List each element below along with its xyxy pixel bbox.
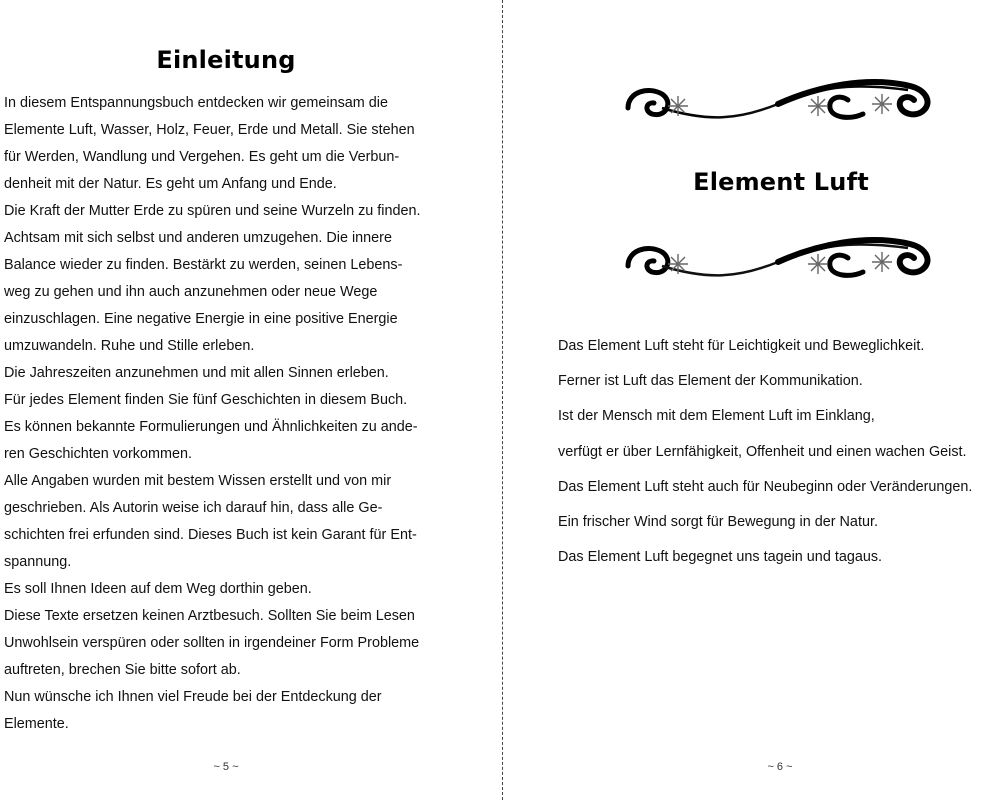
text-line: Ferner ist Luft das Element der Kommunikation. — [558, 373, 863, 390]
text-line: Elemente. — [4, 716, 69, 732]
swirl-ornament-icon — [618, 232, 934, 288]
text-line: Für jedes Element finden Sie fünf Geschichten in diesem Buch. — [4, 392, 408, 408]
text-line: Balance wieder zu finden. Bestärkt zu werden, seinen Lebens- — [4, 257, 403, 273]
text-line: verfügt er über Lernfähigkeit, Offenheit und einen wachen Geist. — [558, 443, 967, 460]
page-divider — [502, 0, 503, 800]
text-line: Das Element Luft steht auch für Neubeginn oder Veränderungen. — [558, 478, 973, 495]
text-line: Ist der Mensch mit dem Element Luft im Einklang, — [558, 408, 875, 425]
text-line: Das Element Luft steht für Leichtigkeit und Beweglichkeit. — [558, 338, 925, 354]
right-page — [506, 0, 1000, 800]
text-line: Nun wünsche ich Ihnen viel Freude bei der Entdeckung der — [4, 689, 382, 705]
text-line: ren Geschichten vorkommen. — [4, 446, 192, 462]
text-line: umzuwandeln. Ruhe und Stille erleben. — [4, 338, 255, 354]
text-line: Elemente Luft, Wasser, Holz, Feuer, Erde und Metall. Sie stehen — [4, 122, 415, 138]
luft-text — [558, 334, 1000, 580]
text-line: Es soll Ihnen Ideen auf dem Weg dorthin geben. — [4, 581, 312, 597]
text-line: In diesem Entspannungsbuch entdecken wir gemeinsam die — [4, 95, 388, 111]
text-line: auftreten, brechen Sie bitte sofort ab. — [4, 662, 241, 678]
page-number-left: ~ 5 ~ — [213, 761, 239, 773]
text-line: spannung. — [4, 554, 72, 570]
page-title-einleitung: Einleitung — [156, 46, 296, 74]
text-line: Ein frischer Wind sorgt für Bewegung in der Natur. — [558, 513, 878, 530]
intro-text — [4, 90, 464, 738]
text-line: geschrieben. Als Autorin weise ich darauf hin, dass alle Ge- — [4, 500, 383, 516]
page-title-element-luft: Element Luft — [693, 168, 869, 196]
text-line: Alle Angaben wurden mit bestem Wissen erstellt und von mir — [4, 473, 392, 489]
swirl-ornament-icon — [618, 74, 934, 130]
text-line: Die Kraft der Mutter Erde zu spüren und seine Wurzeln zu finden. — [4, 203, 421, 219]
text-line: für Werden, Wandlung und Vergehen. Es geht um die Verbun- — [4, 149, 400, 165]
text-line: Das Element Luft begegnet uns tagein und tagaus. — [558, 549, 883, 566]
text-line: Es können bekannte Formulierungen und Ähnlichkeiten zu ande- — [4, 419, 418, 435]
text-line: einzuschlagen. Eine negative Energie in eine positive Energie — [4, 311, 398, 327]
text-line: weg zu gehen und ihn auch anzunehmen oder neue Wege — [4, 284, 378, 300]
text-line: Achtsam mit sich selbst und anderen umzugehen. Die innere — [4, 230, 392, 246]
text-line: schichten frei erfunden sind. Dieses Buch ist kein Garant für Ent- — [4, 527, 417, 543]
page-number-right: ~ 6 ~ — [767, 761, 793, 773]
text-line: Die Jahreszeiten anzunehmen und mit allen Sinnen erleben. — [4, 365, 389, 381]
text-line: Diese Texte ersetzen keinen Arztbesuch. Sollten Sie beim Lesen — [4, 608, 415, 624]
text-line: Unwohlsein verspüren oder sollten in irgendeiner Form Probleme — [4, 635, 420, 651]
text-line: denheit mit der Natur. Es geht um Anfang und Ende. — [4, 176, 337, 192]
